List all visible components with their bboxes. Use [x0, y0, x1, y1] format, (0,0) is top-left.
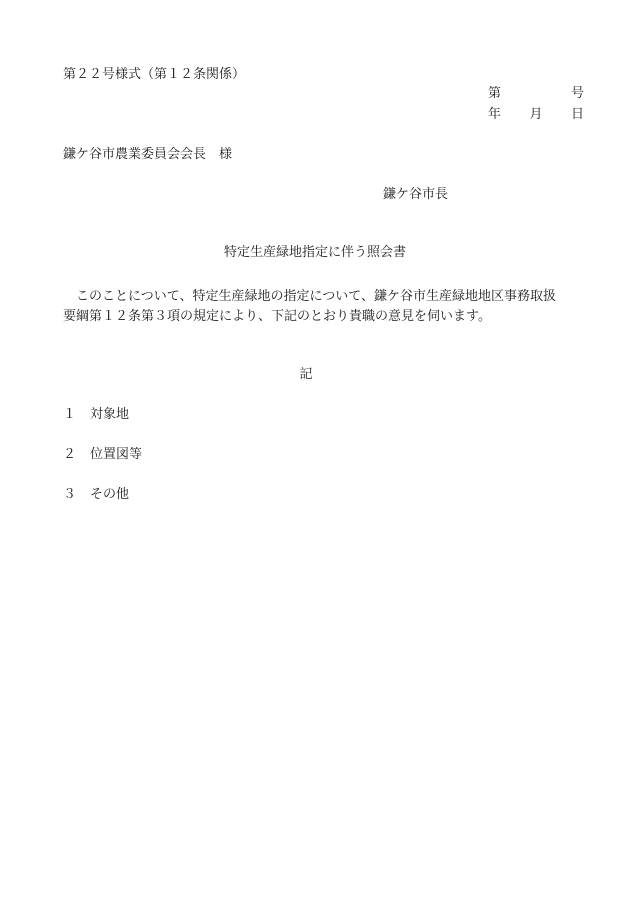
date-year-label: 年 [488, 107, 502, 122]
form-number: 第２２号様式（第１２条関係） [63, 67, 246, 82]
item-label: 位置図等 [90, 447, 143, 462]
list-item [63, 487, 129, 503]
item-label: 対象地 [90, 407, 130, 422]
list-item [63, 447, 142, 463]
item-number: ２ [63, 447, 77, 462]
document-number-field [488, 86, 584, 102]
body-line: 要綱第１２条第３項の規定により、下記のとおり貴職の意見を伺います。 [63, 309, 491, 324]
document-number-prefix: 第 [488, 86, 502, 101]
list-item [63, 407, 129, 423]
date-month-label: 月 [529, 107, 543, 122]
item-number: １ [63, 407, 77, 422]
body-line: このことについて、特定生産緑地の指定について、鎌ケ谷市生産緑地地区事務取扱 [63, 289, 556, 304]
document-number-suffix: 号 [570, 86, 584, 101]
body-paragraph [63, 287, 583, 327]
document-title: 特定生産緑地指定に伴う照会書 [223, 245, 406, 260]
document-date-field [488, 107, 584, 123]
date-day-label: 日 [570, 107, 584, 122]
sender: 鎌ケ谷市長 [383, 187, 449, 202]
item-label: その他 [90, 487, 130, 502]
item-number: ３ [63, 487, 77, 502]
addressee: 鎌ケ谷市農業委員会会長 様 [63, 147, 233, 162]
ki-heading: 記 [299, 367, 313, 382]
